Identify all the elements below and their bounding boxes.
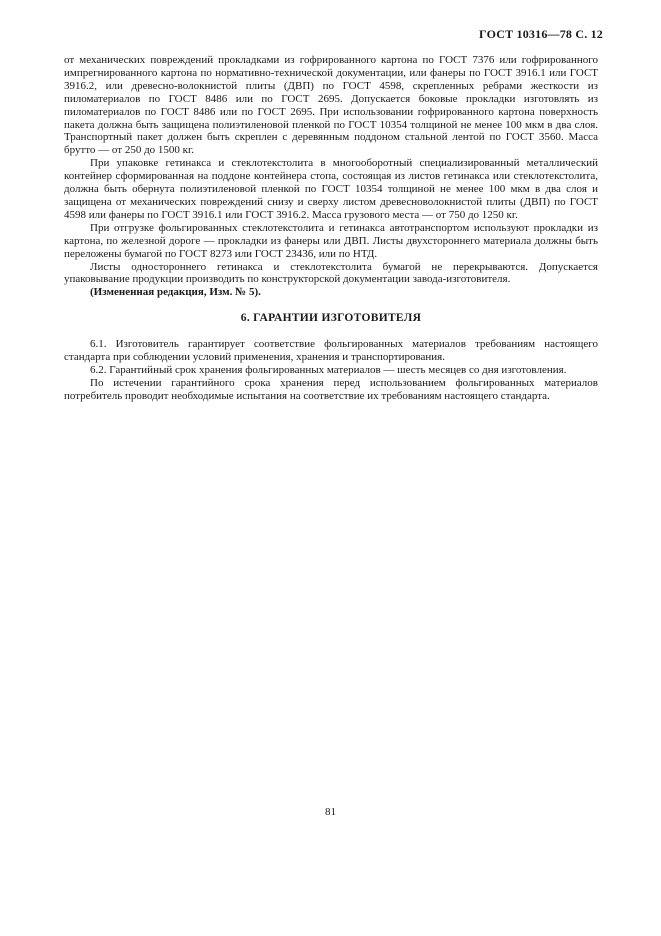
page-header: ГОСТ 10316—78 С. 12 [479, 27, 603, 41]
page-number: 81 [325, 806, 336, 818]
section-title: 6. ГАРАНТИИ ИЗГОТОВИТЕЛЯ [240, 312, 422, 325]
clause-expiry: По истечении гарантийного срока хранения перед использованием фольгированных материалов потребитель проводит необходимые испытания на соответствие их требованиям настоящего стандарта. [64, 376, 598, 402]
paragraph-continuation: от механических повреждений прокладками из гофрированного картона по ГОСТ 7376 или гофрированного импрегнированного картона по нормативно-технической документации, или фанеры по ГОСТ 3916.1 или ГОСТ 3916.2, или древесно-волокнистой плиты (ДВП) по ГОСТ 4598, скрепленных ребрами жесткости из пиломатериалов по ГОСТ 8486 или по ГОСТ 2695. Допускается боковые прокладки изготовлять из пиломатериалов по ГОСТ 8486 или по ГОСТ 2695. При использовании гофрированного картона поверхность пакета должна быть защищена полиэтиленовой пленкой по ГОСТ 10354 толщиной не менее 100 мкм в два слоя. Транспортный пакет должен быть скреплен с деревянным поддоном стальной лентой по ГОСТ 3560. Масса брутто — от 250 до 1500 кг. [64, 54, 598, 157]
paragraph-container-packing: При упаковке гетинакса и стеклотекстолита в многооборотный специализированный металлический контейнер сформированная на поддоне контейнера стопа, состоящая из листов гетинакса или стеклотекстолита, должна быть обернута полиэтиленовой пленкой по ГОСТ 10354 толщиной не менее 100 мкм в два слоя и защищена от механических повреждений снизу и сверху листом древесноволокнистой плиты (ДВП) по ГОСТ 4598 или фанеры по ГОСТ 3916.1 или ГОСТ 3916.2. Масса грузового места — от 750 до 1250 кг. [64, 157, 598, 221]
revision-note: (Измененная редакция, Изм. № 5). [90, 286, 261, 299]
clause-6-1: 6.1. Изготовитель гарантирует соответствие фольгированных материалов требованиям настоящего стандарта при соблюдении условий применения, хранения и транспортирования. [64, 338, 598, 364]
clause-6-2: 6.2. Гарантийный срок хранения фольгированных материалов — шесть месяцев со дня изготовления. [90, 363, 567, 376]
paragraph-shipping: При отгрузке фольгированных стеклотекстолита и гетинакса автотранспортом используют прокладки из картона, по железной дороге — прокладки из фанеры или ДВП. Листы двухстороннего материала должны быть переложены бумагой по ГОСТ 8273 или ГОСТ 23436, или по НТД. [64, 221, 598, 260]
paragraph-one-sided: Листы одностороннего гетинакса и стеклотекстолита бумагой не перекрываются. Допускается упаковывание продукции производить по конструкторской документации завода-изготовителя. [64, 260, 598, 286]
document-body [64, 54, 598, 403]
